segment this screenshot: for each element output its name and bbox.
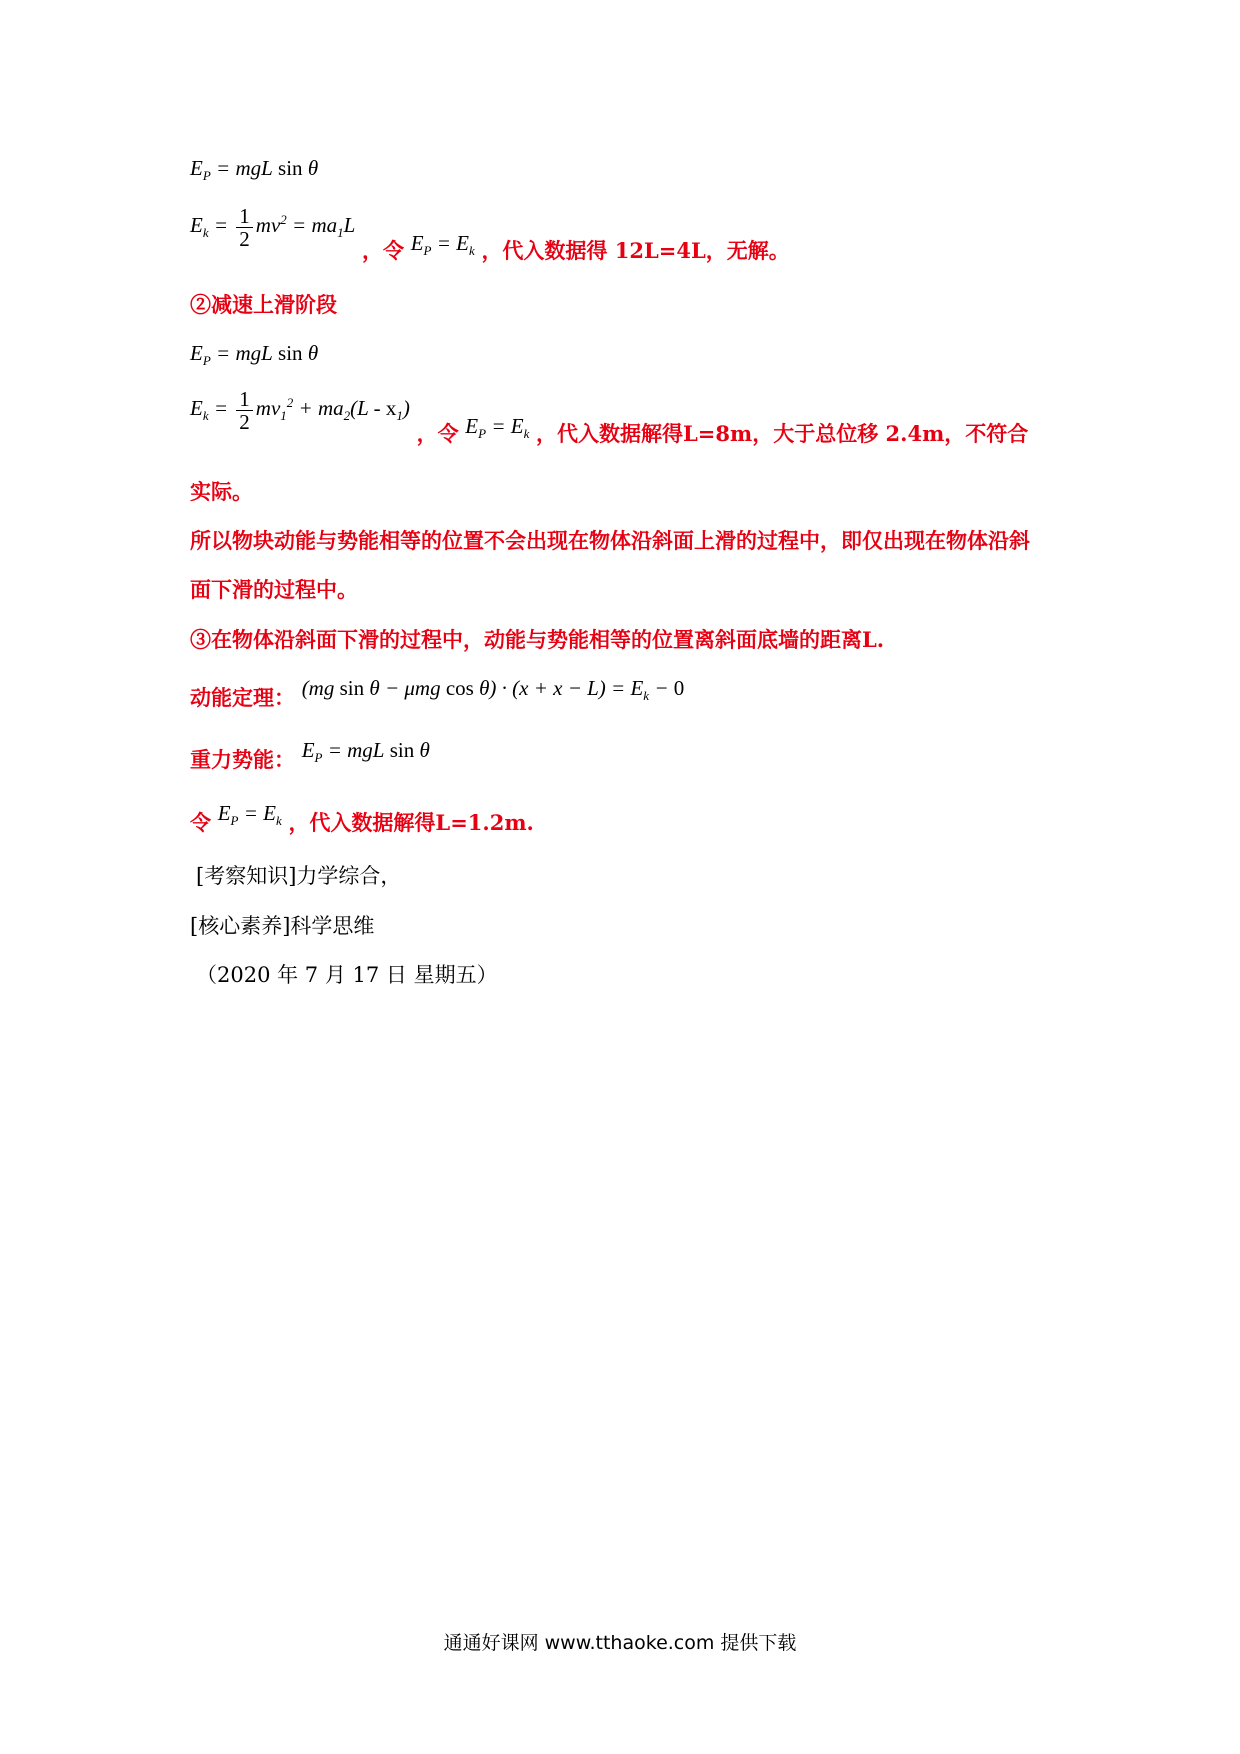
equation-kinetic-energy-2-row (190, 387, 1029, 447)
final-result-equation: $E_P = E_k$ (217, 801, 282, 829)
conclusion-line-1: 所以物块动能与势能相等的位置不会出现在物体沿斜面上滑的过程中，即仅出现在物体沿斜 (190, 528, 1030, 553)
note-2-prefix: ，令 (416, 421, 459, 447)
kinetic-theorem-row (190, 675, 685, 710)
equation-kinetic-energy-2: $E_k$ = $\frac{1}{2}$ $mv_1^2 + ma_2(L - x_1)$ (190, 387, 410, 434)
gravity-energy-label: 重力势能： (190, 747, 295, 772)
knowledge-tag: [考察知识]力学综合， (196, 864, 402, 888)
section-heading-2: ②减速上滑阶段 (190, 292, 337, 317)
note-1-prefix: ，令 (362, 238, 404, 264)
equation-kinetic-energy-1: $E_k$ = $\frac{1}{2}$ $mv^2 = ma_1L$ (190, 204, 356, 251)
gravity-energy-row (190, 737, 430, 772)
page-footer: 通通好课网 www.tthaoke.com 提供下载 (443, 1632, 797, 1654)
note-1-equation: $E_P = E_k$ (410, 231, 475, 259)
equation-kinetic-energy-1-row (190, 204, 790, 264)
note-2-equation: $E_P = E_k$ (465, 414, 530, 442)
note-2-continuation: 实际。 (190, 479, 253, 504)
section-heading-3: ③在物体沿斜面下滑的过程中，动能与势能相等的位置离斜面底墙的距离L. (190, 627, 885, 652)
conclusion-line-2: 面下滑的过程中。 (190, 577, 358, 602)
equation-potential-energy-1: $E_P$ = mgL sin θ (190, 156, 319, 184)
kinetic-theorem-label: 动能定理： (190, 685, 295, 710)
note-2-text: ，代入数据解得L=8m，大于总位移 2.4m，不符合 (536, 421, 1029, 447)
equation-potential-energy-2: $E_P$ = mgL sin θ (190, 341, 319, 369)
final-result-row (190, 800, 534, 835)
final-result-text: ，代入数据解得L=1.2m. (288, 810, 534, 835)
kinetic-theorem-equation: (mg sin θ − μmg $\cos \theta) \cdot (x + x - L) = E_k - 0$ (301, 676, 685, 704)
gravity-energy-equation: $E_P$ = mgL sin θ (301, 738, 430, 766)
literacy-tag: [核心素养]科学思维 (190, 914, 375, 938)
note-1-text: ，代入数据得 12L=4L，无解。 (481, 238, 790, 264)
final-result-prefix: 令 (190, 810, 211, 835)
date-line: （2020 年 7 月 17 日 星期五） (196, 963, 498, 987)
